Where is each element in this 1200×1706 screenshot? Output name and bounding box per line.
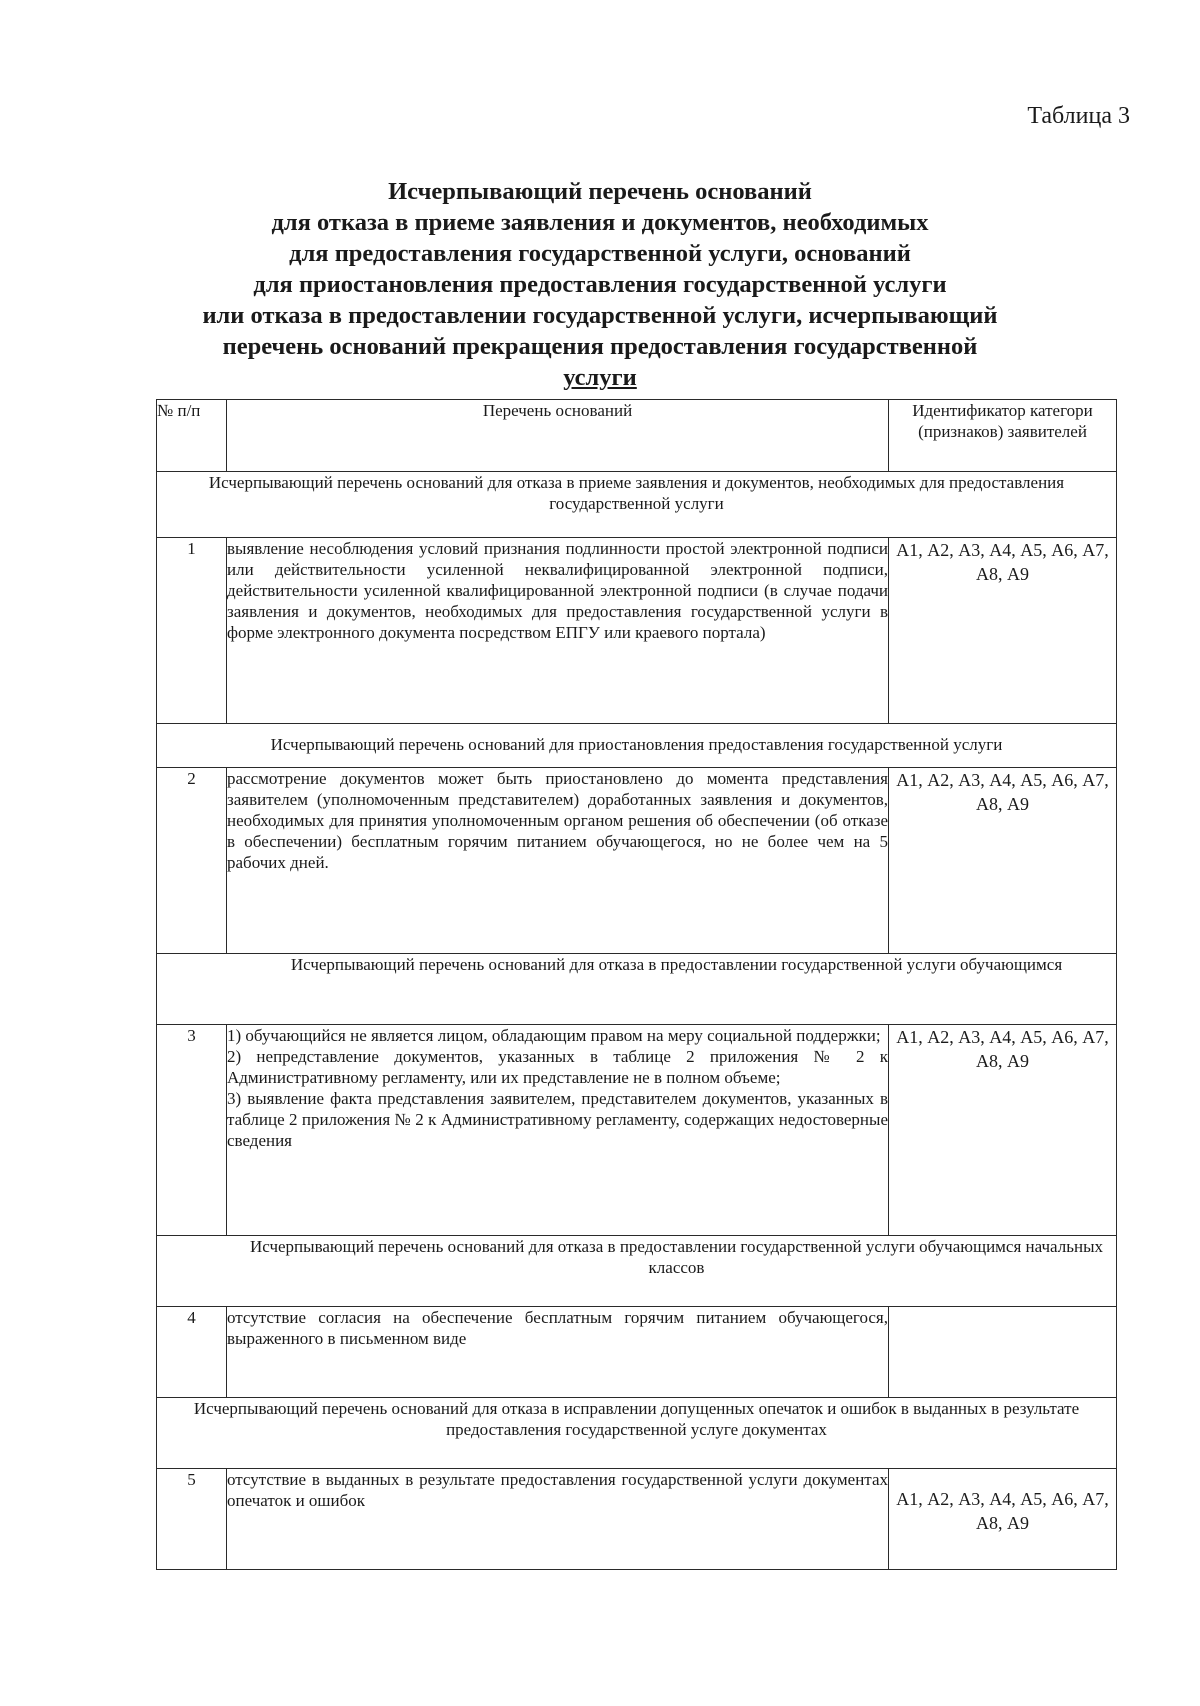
header-applicant-id xyxy=(889,400,1117,472)
table-row xyxy=(157,768,1117,954)
header-id-line: Идентификатор категори xyxy=(912,401,1093,420)
header-number: № п/п xyxy=(157,400,227,472)
row-grounds: выявление несоблюдения условий признания подлинности простой электронной подписи или действительности усиленной неквалифицированной электронной подписи, действительности усиленной квалифицированной электронной подписи (в случае подачи заявления и документов, необходимых для предоставления государственной услуги в форме электронного документа посредством ЕПГУ или краевого портала) xyxy=(227,538,889,724)
title-line: Исчерпывающий перечень оснований xyxy=(388,178,812,205)
ground-item: 3) выявление факта представления заявителем, представителем документов, указанных в таблице 2 приложения № 2 к Административному регламенту, содержащих недостоверные сведения xyxy=(227,1089,888,1150)
row-grounds: рассмотрение документов может быть приостановлено до момента представления заявителем (уполномоченным представителем) доработанных заявления и документов, необходимых для принятия уполномоченным органом решения об обеспечении (об отказе в обеспечении) бесплатным горячим питанием обучающегося, но не более чем на 5 рабочих дней. xyxy=(227,768,889,954)
row-applicant-ids: А1, А2, А3, А4, А5, А6, А7, А8, А9 xyxy=(889,768,1117,954)
section-row xyxy=(157,472,1117,538)
header-grounds: Перечень оснований xyxy=(227,400,889,472)
row-number: 1 xyxy=(157,538,227,724)
table-row xyxy=(157,538,1117,724)
table-row xyxy=(157,1469,1117,1570)
section-heading: Исчерпывающий перечень оснований для отказа в приеме заявления и документов, необходимых для предоставления государственной услуги xyxy=(157,472,1117,538)
section-row xyxy=(157,1398,1117,1469)
row-number: 3 xyxy=(157,1025,227,1236)
table-header-row xyxy=(157,400,1117,472)
table-row xyxy=(157,1307,1117,1398)
ground-item: 2) непредставление документов, указанных в таблице 2 приложения № 2 к Административному регламенту, или их представление не в полном объеме; xyxy=(227,1047,888,1087)
table-row xyxy=(157,1025,1117,1236)
grounds-table xyxy=(156,399,1117,1570)
row-applicant-ids xyxy=(889,1307,1117,1398)
section-row xyxy=(157,724,1117,768)
section-heading: Исчерпывающий перечень оснований для приостановления предоставления государственной услуги xyxy=(157,724,1117,768)
row-grounds: отсутствие согласия на обеспечение бесплатным горячим питанием обучающегося, выраженного в письменном виде xyxy=(227,1307,889,1398)
section-row xyxy=(157,1236,1117,1307)
section-heading: Исчерпывающий перечень оснований для отказа в предоставлении государственной услуги обучающимся начальных классов xyxy=(157,1236,1117,1307)
section-row xyxy=(157,954,1117,1025)
row-number: 4 xyxy=(157,1307,227,1398)
title-line: для предоставления государственной услуги, оснований xyxy=(289,240,911,267)
title-line: для отказа в приеме заявления и документов, необходимых xyxy=(271,209,929,236)
title-line: или отказа в предоставлении государственной услуги, исчерпывающий xyxy=(202,302,998,329)
ground-item: 1) обучающийся не является лицом, обладающим правом на меру социальной поддержки; xyxy=(227,1026,881,1045)
title-line: услуги xyxy=(563,364,637,391)
row-applicant-ids: А1, А2, А3, А4, А5, А6, А7, А8, А9 xyxy=(889,1469,1117,1570)
title-line: для приостановления предоставления государственной услуги xyxy=(253,271,947,298)
header-id-line: (признаков) заявителей xyxy=(918,422,1087,441)
section-heading: Исчерпывающий перечень оснований для отказа в предоставлении государственной услуги обучающимся xyxy=(157,954,1117,1025)
row-applicant-ids: А1, А2, А3, А4, А5, А6, А7, А8, А9 xyxy=(889,538,1117,724)
row-grounds xyxy=(227,1025,889,1236)
row-applicant-ids: А1, А2, А3, А4, А5, А6, А7, А8, А9 xyxy=(889,1025,1117,1236)
row-grounds: отсутствие в выданных в результате предоставления государственной услуги документах опечаток и ошибок xyxy=(227,1469,889,1570)
document-title xyxy=(150,176,1050,393)
table-label: Таблица 3 xyxy=(1027,103,1130,129)
section-heading: Исчерпывающий перечень оснований для отказа в исправлении допущенных опечаток и ошибок в выданных в результате предоставления государственной услуге документах xyxy=(157,1398,1117,1469)
row-number: 2 xyxy=(157,768,227,954)
title-line: перечень оснований прекращения предоставления государственной xyxy=(222,333,978,360)
row-number: 5 xyxy=(157,1469,227,1570)
